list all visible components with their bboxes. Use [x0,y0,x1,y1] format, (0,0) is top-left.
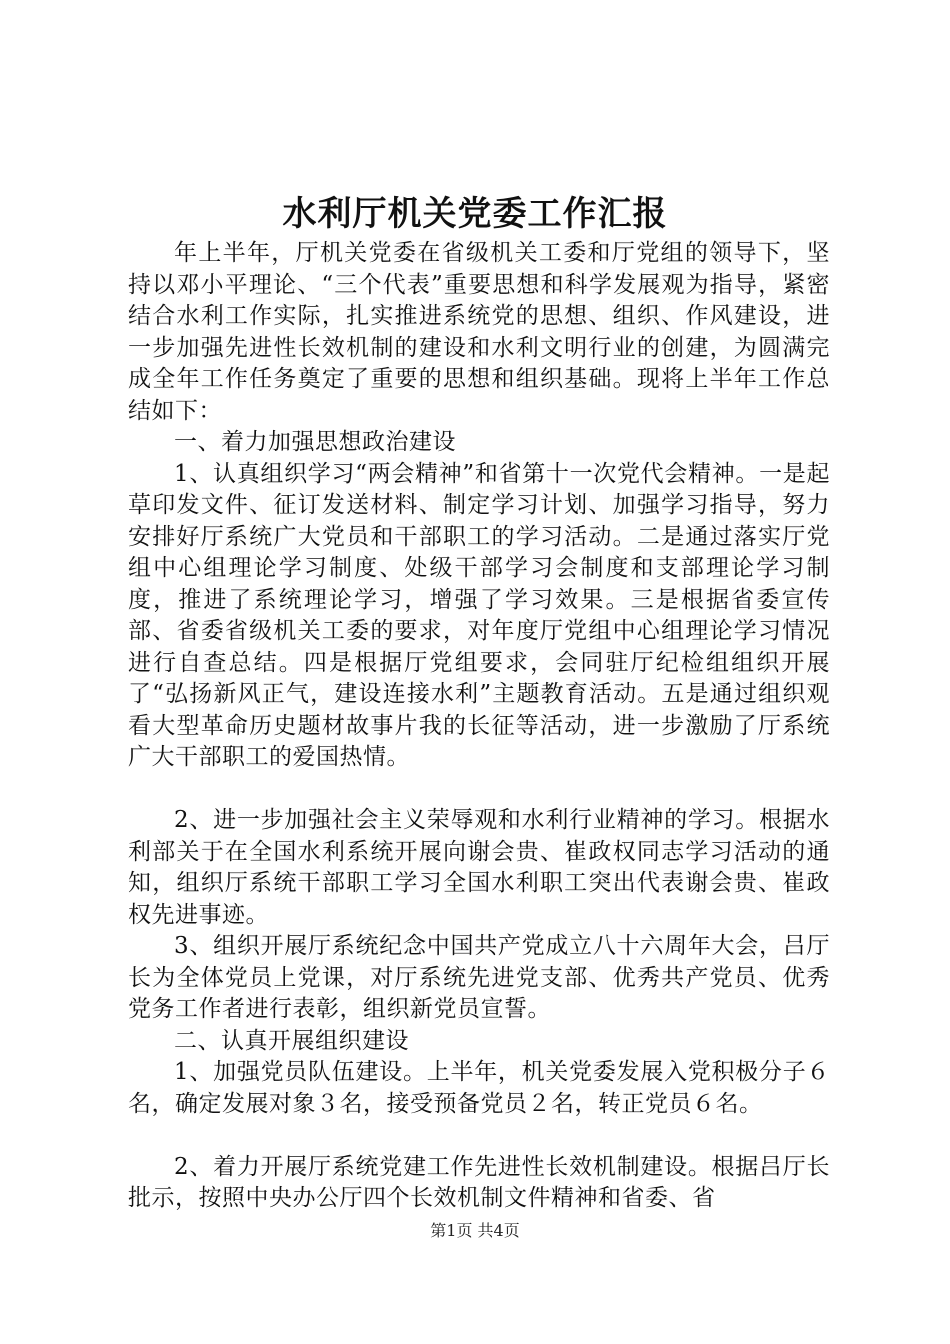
paragraph-1-3: 3、组织开展厅系统纪念中国共产党成立八十六周年大会，吕厅长为全体党员上党课，对厅系统先进党支部、优秀共产党员、优秀党务工作者进行表彰，组织新党员宣誓。 [128,933,830,1022]
paragraph-2-1: 1、加强党员队伍建设。上半年，机关党委发展入党积极分子６名，确定发展对象３名，接受预备党员２名，转正党员６名。 [128,1059,830,1117]
document-title: 水利厅机关党委工作汇报 [282,194,668,234]
page-footer: 第1页 共4页 [430,1221,520,1240]
paragraph-2-2: 2、着力开展厅系统党建工作先进性长效机制建设。根据吕厅长批示，按照中央办公厅四个长效机制文件精神和省委、省 [128,1153,830,1211]
paragraph-1-1: 1、认真组织学习“两会精神”和省第十一次党代会精神。一是起草印发文件、征订发送材料、制定学习计划、加强学习指导，努力安排好厅系统广大党员和干部职工的学习活动。二是通过落实厅党组中心组理论学习制度、处级干部学习会制度和支部理论学习制度，推进了系统理论学习，增强了学习效果。三是根据省委宣传部、省委省级机关工委的要求，对年度厅党组中心组理论学习情况进行自查总结。四是根据厅党组要求，会同驻厅纪检组组织开展了“弘扬新风正气，建设连接水利”主题教育活动。五是通过组织观看大型革命历史题材故事片我的长征等活动，进一步激励了厅系统广大干部职工的爱国热情。 [128,460,830,770]
section-heading-2: 二、认真开展组织建设 [174,1027,409,1054]
section-heading-1: 一、着力加强思想政治建设 [174,429,456,455]
document-body [128,238,830,1215]
paragraph-1-2: 2、进一步加强社会主义荣辱观和水利行业精神的学习。根据水利部关于在全国水利系统开展向谢会贵、崔政权同志学习活动的通知，组织厅系统干部职工学习全国水利职工突出代表谢会贵、崔政权先进事迹。 [128,807,830,928]
intro-paragraph: 年上半年，厅机关党委在省级机关工委和厅党组的领导下，坚持以邓小平理论、“三个代表”重要思想和科学发展观为指导，紧密结合水利工作实际，扎实推进系统党的思想、组织、作风建设，进一步加强先进性长效机制的建设和水利文明行业的创建，为圆满完成全年工作任务奠定了重要的思想和组织基础。现将上半年工作总结如下： [128,240,830,424]
